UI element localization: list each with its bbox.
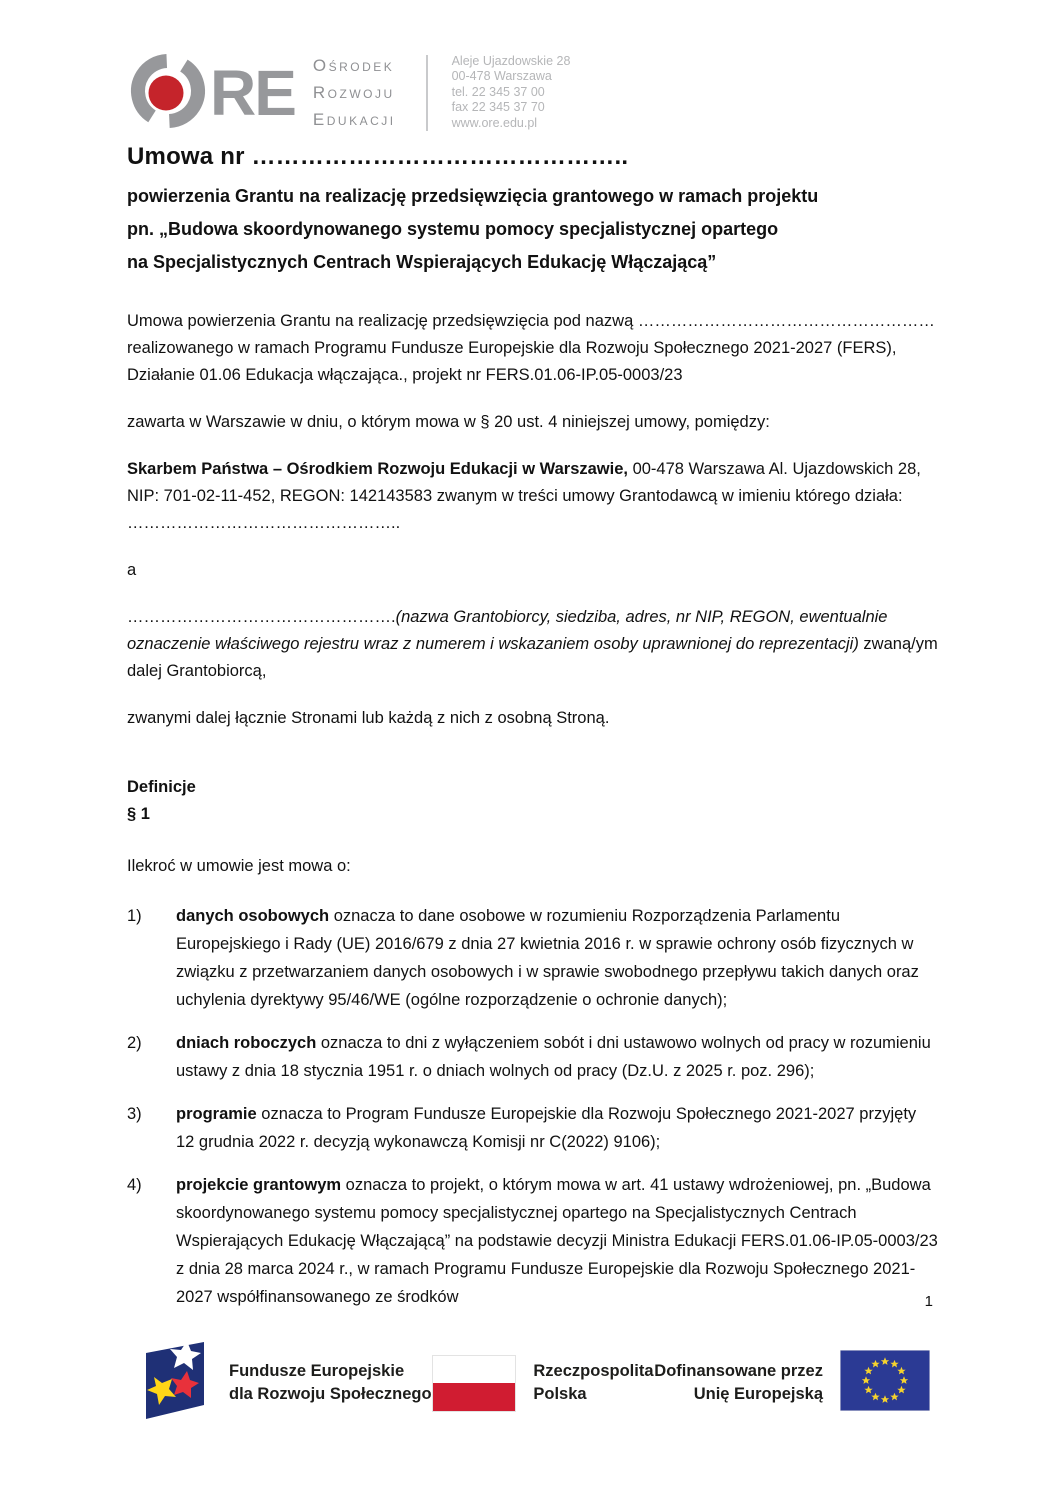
address-line: fax 22 345 37 70 — [451, 100, 545, 115]
org-line: Edukacji — [312, 110, 396, 129]
grantee-placeholder-note: (nazwa Grantobiorcy, siedziba, adres, nr NIP, REGON, ewentualnie oznaczenie właściwego rejestru wraz z numerem i wskazaniem osoby uprawnionej do reprezentacji) — [127, 608, 888, 653]
definitions-heading: Definicje — [127, 778, 196, 796]
ore-address — [452, 54, 571, 132]
european-funds-flag-icon — [140, 1339, 214, 1428]
ore-logo-letters: RE — [210, 56, 295, 129]
definition-text: oznacza to dni z wyłączeniem sobót i dni ustawowo wolnych od pracy w rozumieniu ustawy z dnia 18 stycznia 1951 r. o dniach wolnych od pracy (Dz.U. z 2025 r. poz. 296); — [176, 1034, 931, 1080]
grantor-name: Skarbem Państwa – Ośrodkiem Rozwoju Edukacji w Warszawie, — [127, 460, 628, 478]
defined-term: dniach roboczych — [176, 1034, 317, 1052]
grantee-dots: …………………………………………. — [127, 608, 396, 626]
letterhead-divider — [426, 55, 428, 131]
subtitle-line: pn. „Budowa skoordynowanego systemu pomocy specjalistycznej opartego — [127, 219, 779, 239]
item-number: 3) — [127, 1105, 142, 1123]
subtitle-line: na Specjalistycznych Centrach Wspierających Edukację Włączającą” — [127, 252, 717, 272]
funding-logos-bar — [140, 1338, 930, 1428]
org-line: Rozwoju — [312, 83, 395, 102]
item-number: 4) — [127, 1176, 142, 1194]
address-line: www.ore.edu.pl — [451, 115, 538, 130]
address-line: 00-478 Warszawa — [451, 69, 552, 84]
paragraph-grantor — [127, 456, 939, 537]
fe-logo-group — [140, 1339, 432, 1428]
paragraph-conjunction-a: a — [127, 561, 137, 579]
eu-flag-icon — [840, 1350, 930, 1416]
ore-org-name — [313, 52, 396, 133]
letterhead — [122, 44, 570, 141]
item-number: 1) — [127, 907, 142, 925]
paragraph-signing-place: zawarta w Warszawie w dniu, o którym mowa w § 20 ust. 4 niniejszej umowy, pomiędzy: — [127, 413, 770, 431]
eu-funding-label: Dofinansowane przez Unię Europejską — [654, 1362, 823, 1403]
grantor-details: 00-478 Warszawa Al. Ujazdowskich 28, NIP: 701-02-11-452, REGON: 142143583 zwanym w treści umowy Grantodawcą w imieniu którego działa: ………………………………………….. — [127, 460, 921, 532]
subtitle-line: powierzenia Grantu na realizację przedsięwzięcia grantowego w ramach projektu — [127, 186, 819, 206]
poland-flag-icon — [432, 1355, 516, 1412]
definitions-intro: Ilekroć w umowie jest mowa o: — [127, 857, 351, 875]
address-line: Aleje Ujazdowskie 28 — [451, 53, 571, 68]
definitions-list — [127, 902, 939, 1311]
definition-item — [127, 1100, 939, 1156]
grantee-called: zwaną/ym dalej Grantobiorcą, — [127, 635, 938, 680]
ore-logo — [122, 44, 295, 141]
section-number: § 1 — [127, 805, 150, 823]
ore-ring-icon — [122, 44, 214, 141]
definition-text: oznacza to Program Fundusze Europejskie dla Rozwoju Społecznego 2021-2027 przyjęty 12 grudnia 2022 r. decyzją wykonawczą Komisji nr C(2022) 9106); — [176, 1105, 917, 1151]
fe-logo-label: Fundusze Europejskie dla Rozwoju Społecznego — [229, 1362, 432, 1403]
eu-logo-group — [654, 1350, 930, 1416]
definition-text: oznacza to projekt, o którym mowa w art. 41 ustawy wdrożeniowej, pn. „Budowa skoordynowanego systemu pomocy specjalistycznej opartego na Specjalistycznych Centrach Wspierających Edukację Włączającą” na podstawie decyzji Ministra Edukacji FERS.01.06-IP.05-0003/23 z dnia 28 marca 2024 r., w ramach Programu Fundusze Europejskie dla Rozwoju Społecznego 2021-2027 współfinansowanego ze środków — [176, 1176, 938, 1306]
paragraph-parties: zwanymi dalej łącznie Stronami lub każdą z nich z osobną Stroną. — [127, 709, 610, 727]
definition-item — [127, 1029, 939, 1085]
poland-label: Rzeczpospolita Polska — [533, 1362, 654, 1403]
org-line: Ośrodek — [312, 56, 395, 75]
item-number: 2) — [127, 1034, 142, 1052]
defined-term: programie — [176, 1105, 257, 1123]
address-line: tel. 22 345 37 00 — [451, 84, 545, 99]
definition-text: oznacza to dane osobowe w rozumieniu Rozporządzenia Parlamentu Europejskiego i Rady (UE) 2016/679 z dnia 27 kwietnia 2016 r. w sprawie ochrony osób fizycznych w związku z przetwarzaniem danych osobowych i w sprawie swobodnego przepływu takich danych oraz uchylenia dyrektywy 95/46/WE (ogólne rozporządzenie o ochronie danych); — [176, 907, 919, 1009]
paragraph-grantee — [127, 604, 939, 685]
defined-term: projekcie grantowym — [176, 1176, 342, 1194]
definition-item — [127, 902, 939, 1014]
paragraph-project-name: Umowa powierzenia Grantu na realizację przedsięwzięcia pod nazwą ……………………………………………… realizowanego w ramach Programu Fundusze Europejskie dla Rozwoju Społecznego 2021-2027 (FERS), Działanie 01.06 Edukacja włączająca., projekt nr FERS.01.06-IP.05-0003/23 — [127, 312, 935, 384]
defined-term: danych osobowych — [176, 907, 330, 925]
poland-logo-group — [432, 1355, 653, 1412]
contract-document — [127, 142, 939, 1326]
contract-subtitle — [127, 180, 939, 279]
definition-item — [127, 1171, 939, 1311]
page-number: 1 — [924, 1293, 933, 1310]
contract-title: Umowa nr ……………………………………….. — [127, 143, 629, 170]
